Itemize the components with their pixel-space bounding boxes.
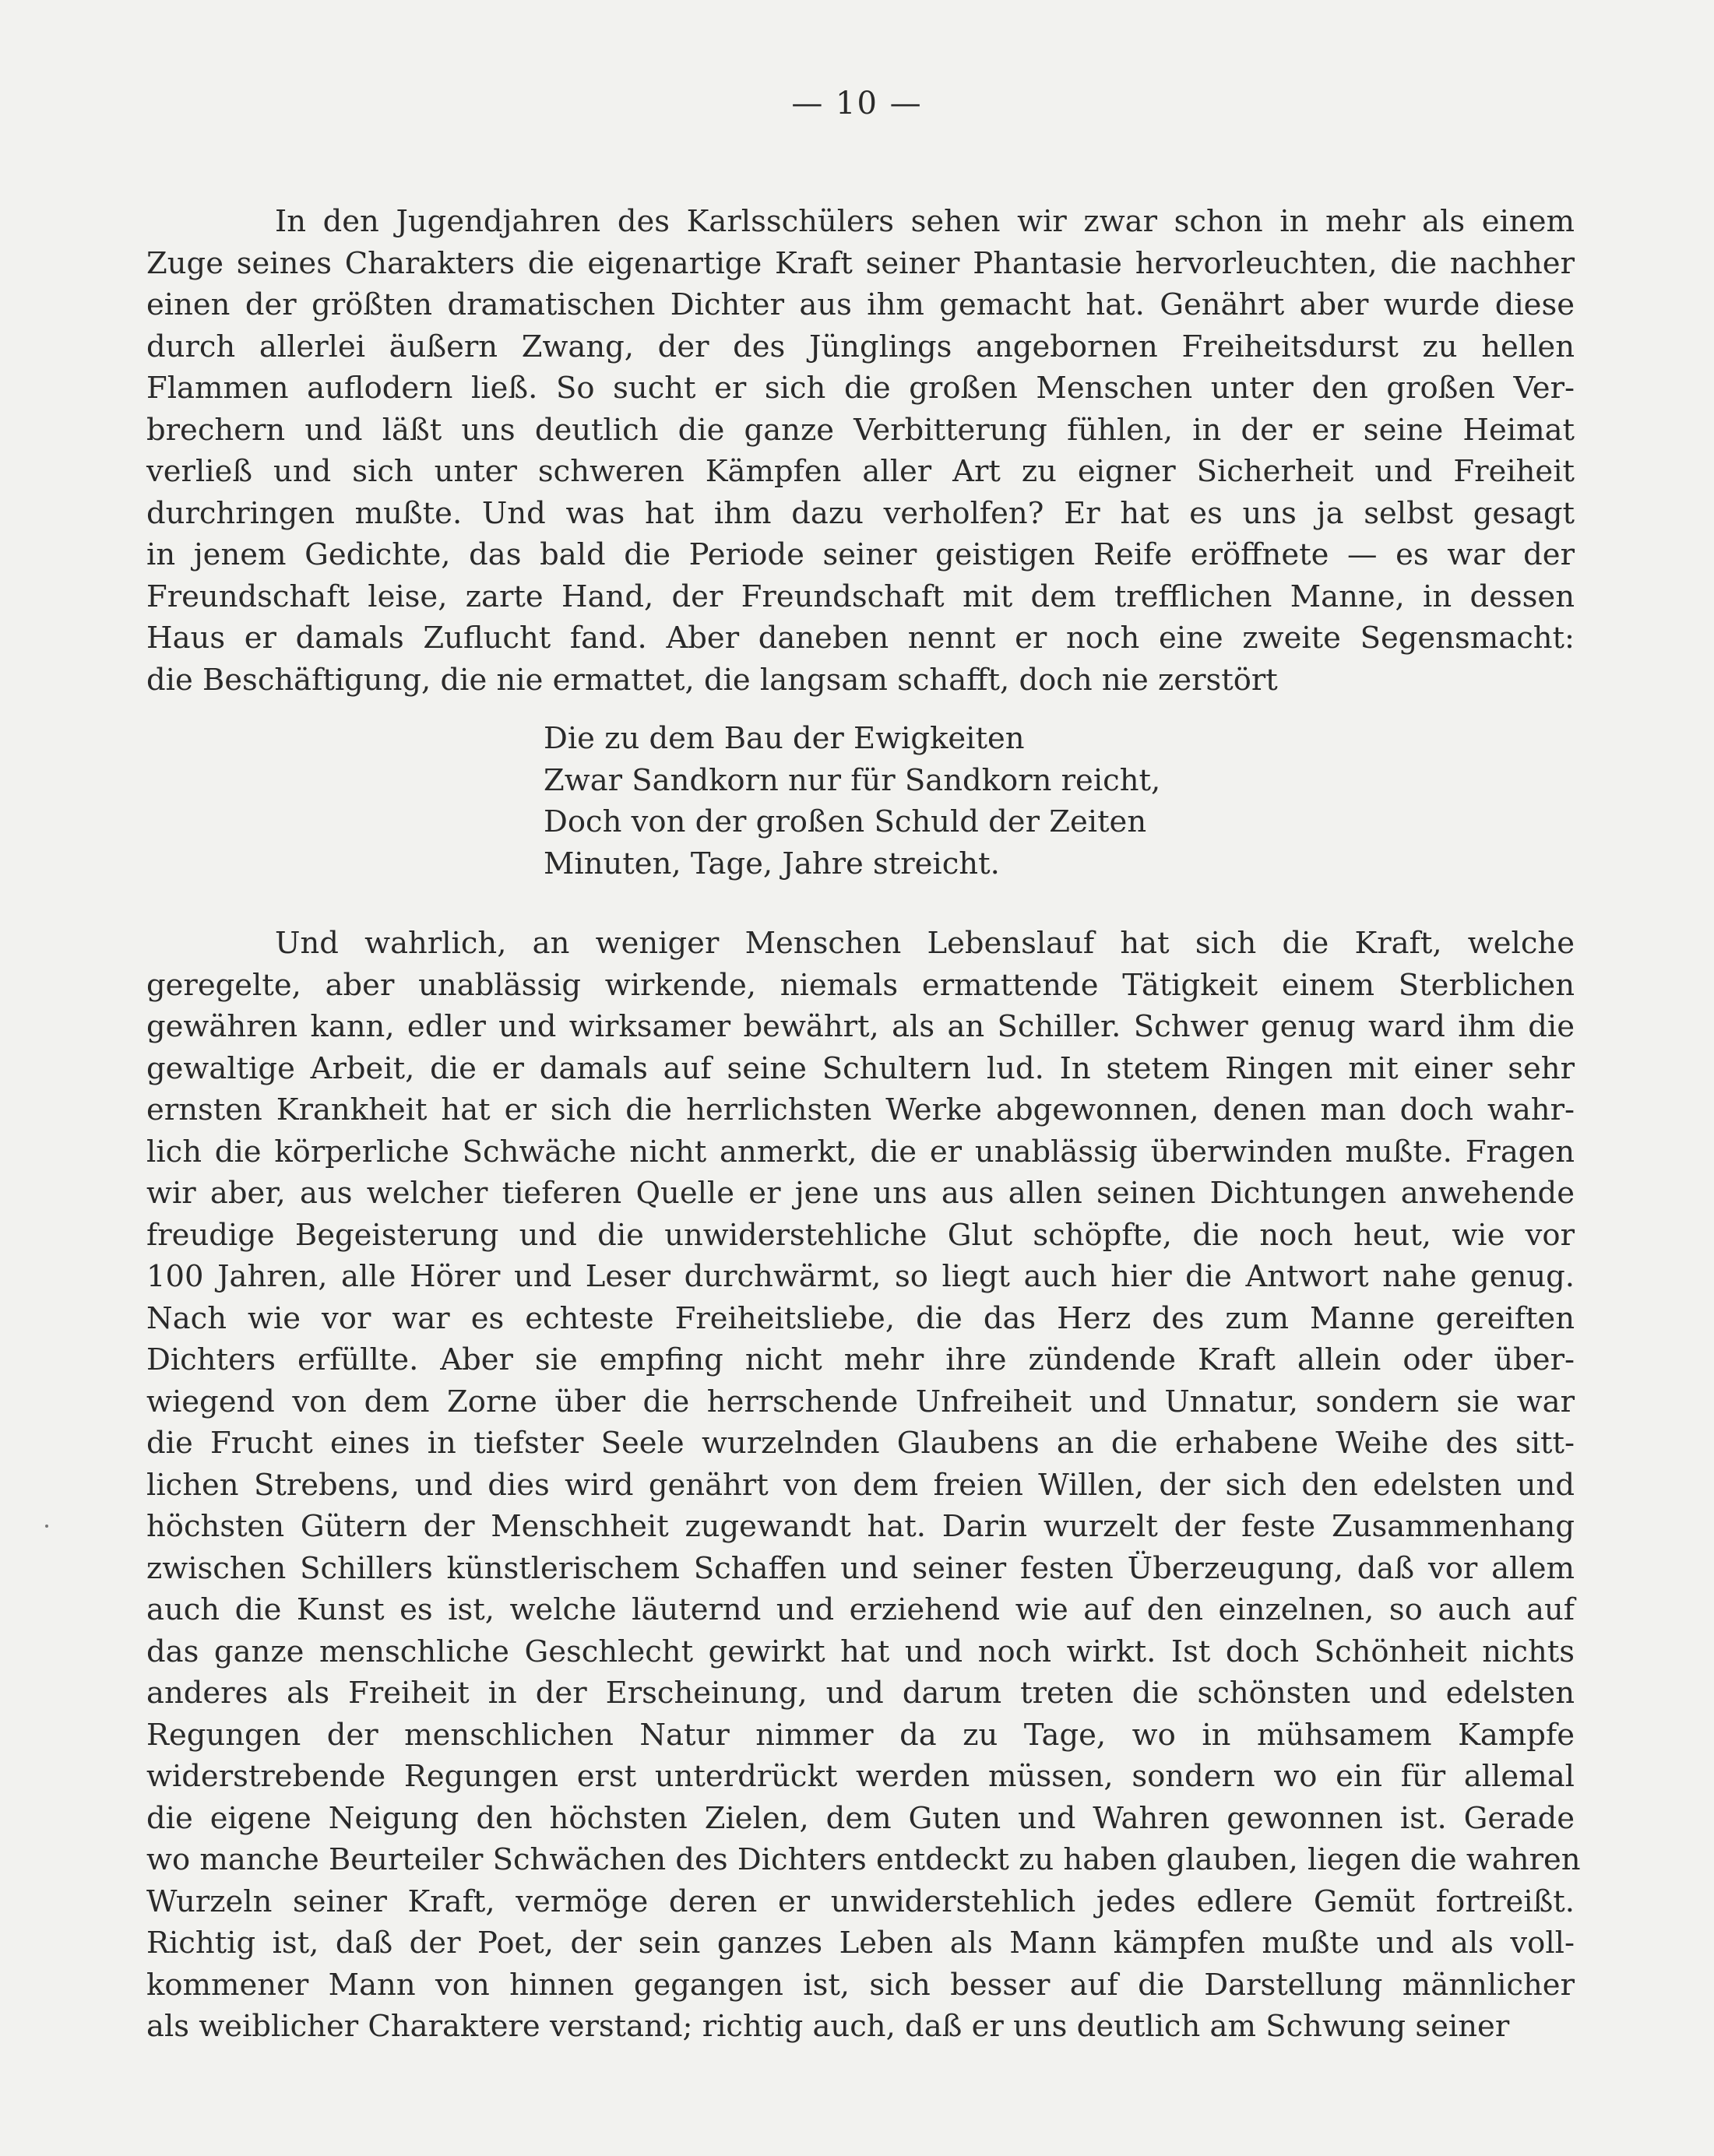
paragraph-2-line: als weiblicher Charaktere verstand; richtig auch, daß er uns deutlich am Schwung seiner <box>146 2009 1510 2044</box>
verse-quote <box>544 718 1160 885</box>
paragraph-1-line: einen der größten dramatischen Dichter aus ihm gemacht hat. Genährt aber wurde diese <box>146 287 1575 322</box>
paragraph-2-line: anderes als Freiheit in der Erscheinung, und darum treten die schönsten und edelsten <box>146 1676 1575 1711</box>
paragraph-1 <box>146 201 1575 701</box>
paragraph-1-line: Haus er damals Zuflucht fand. Aber daneben nennt er noch eine zweite Segensmacht: <box>146 621 1575 656</box>
paragraph-2-line: Richtig ist, daß der Poet, der sein ganzes Leben als Mann kämpfen mußte und als voll- <box>146 1926 1575 1961</box>
paper-speck <box>45 1525 48 1528</box>
paragraph-1-line: durchringen mußte. Und was hat ihm dazu verholfen? Er hat es uns ja selbst gesagt <box>146 495 1575 531</box>
verse-line: Minuten, Tage, Jahre streicht. <box>544 846 1000 881</box>
verse-line: Doch von der großen Schuld der Zeiten <box>544 804 1147 839</box>
paragraph-2-line: die Frucht eines in tiefster Seele wurzelnden Glaubens an die erhabene Weihe des sitt- <box>146 1426 1575 1461</box>
paragraph-2-line: lich die körperliche Schwäche nicht anmerkt, die er unablässig überwinden mußte. Fragen <box>146 1134 1575 1169</box>
paragraph-2-line: gewaltige Arbeit, die er damals auf seine Schultern lud. In stetem Ringen mit einer sehr <box>146 1050 1575 1086</box>
paragraph-1-line: die Beschäftigung, die nie ermattet, die langsam schafft, doch nie zerstört <box>146 662 1278 698</box>
paragraph-1-line: Freundschaft leise, zarte Hand, der Freundschaft mit dem trefflichen Manne, in dessen <box>146 579 1575 614</box>
paragraph-1-line: brechern und läßt uns deutlich die ganze Verbitterung fühlen, in der er seine Heimat <box>146 412 1575 448</box>
paragraph-2-line: Dichters erfüllte. Aber sie empfing nicht mehr ihre zündende Kraft allein oder über- <box>146 1342 1575 1377</box>
paragraph-2-line: zwischen Schillers künstlerischem Schaffen und seiner festen Überzeugung, daß vor allem <box>146 1550 1575 1586</box>
paragraph-2-line: auch die Kunst es ist, welche läuternd und erziehend wie auf den einzelnen, so auch auf <box>146 1592 1575 1627</box>
paragraph-2 <box>146 923 1581 2048</box>
paragraph-2-line: wiegend von dem Zorne über die herrschende Unfreiheit und Unnatur, sondern sie war <box>146 1384 1575 1419</box>
verse-line: Die zu dem Bau der Ewigkeiten <box>544 721 1025 756</box>
paragraph-2-line: wo manche Beurteiler Schwächen des Dichters entdeckt zu haben glauben, liegen die wahren <box>146 1842 1581 1877</box>
paragraph-2-line: kommener Mann von hinnen gegangen ist, sich besser auf die Darstellung männlicher <box>146 1967 1575 2003</box>
paragraph-1-line: in jenem Gedichte, das bald die Periode seiner geistigen Reife eröffnete — es war der <box>146 537 1575 572</box>
paragraph-2-line: freudige Begeisterung und die unwiderstehliche Glut schöpfte, die noch heut, wie vor <box>146 1217 1575 1253</box>
paragraph-2-line: Und wahrlich, an weniger Menschen Lebenslauf hat sich die Kraft, welche <box>275 926 1575 961</box>
paragraph-2-line: 100 Jahren, alle Hörer und Leser durchwärmt, so liegt auch hier die Antwort nahe genug. <box>146 1259 1575 1294</box>
paragraph-1-line: Zuge seines Charakters die eigenartige Kraft seiner Phantasie hervorleuchten, die nachher <box>146 245 1575 281</box>
paragraph-2-line: Wurzeln seiner Kraft, vermöge deren er unwiderstehlich jedes edlere Gemüt fortreißt. <box>146 1883 1575 1919</box>
paragraph-2-line: höchsten Gütern der Menschheit zugewandt hat. Darin wurzelt der feste Zusammenhang <box>146 1509 1575 1544</box>
paragraph-2-line: Nach wie vor war es echteste Freiheitsliebe, die das Herz des zum Manne gereiften <box>146 1300 1575 1336</box>
verse-line: Zwar Sandkorn nur für Sandkorn reicht, <box>544 762 1161 798</box>
paragraph-2-line: ernsten Krankheit hat er sich die herrlichsten Werke abgewonnen, denen man doch wahr- <box>146 1092 1575 1127</box>
paragraph-2-line: lichen Strebens, und dies wird genährt von dem freien Willen, der sich den edelsten und <box>146 1467 1575 1503</box>
paragraph-2-line: geregelte, aber unablässig wirkende, niemals ermattende Tätigkeit einem Sterblichen <box>146 967 1575 1003</box>
paragraph-2-line: die eigene Neigung den höchsten Zielen, dem Guten und Wahren gewonnen ist. Gerade <box>146 1800 1575 1836</box>
paragraph-2-line: Regungen der menschlichen Natur nimmer da zu Tage, wo in mühsamem Kampfe <box>146 1717 1575 1753</box>
paragraph-1-line: verließ und sich unter schweren Kämpfen aller Art zu eigner Sicherheit und Freiheit <box>146 454 1575 489</box>
paragraph-2-line: wir aber, aus welcher tieferen Quelle er jene uns aus allen seinen Dichtungen anwehende <box>146 1176 1575 1211</box>
paragraph-1-line: Flammen auflodern ließ. So sucht er sich die großen Menschen unter den großen Ver- <box>146 371 1575 406</box>
paragraph-2-line: gewähren kann, edler und wirksamer bewährt, als an Schiller. Schwer genug ward ihm die <box>146 1009 1575 1044</box>
paragraph-1-line: In den Jugendjahren des Karlsschülers sehen wir zwar schon in mehr als einem <box>275 204 1575 239</box>
paragraph-1-line: durch allerlei äußern Zwang, der des Jünglings angebornen Freiheitsdurst zu hellen <box>146 329 1575 364</box>
page-number: — 10 — <box>791 86 923 121</box>
paragraph-2-line: widerstrebende Regungen erst unterdrückt werden müssen, sondern wo ein für allemal <box>146 1759 1575 1794</box>
paragraph-2-line: das ganze menschliche Geschlecht gewirkt hat und noch wirkt. Ist doch Schönheit nichts <box>146 1634 1575 1669</box>
